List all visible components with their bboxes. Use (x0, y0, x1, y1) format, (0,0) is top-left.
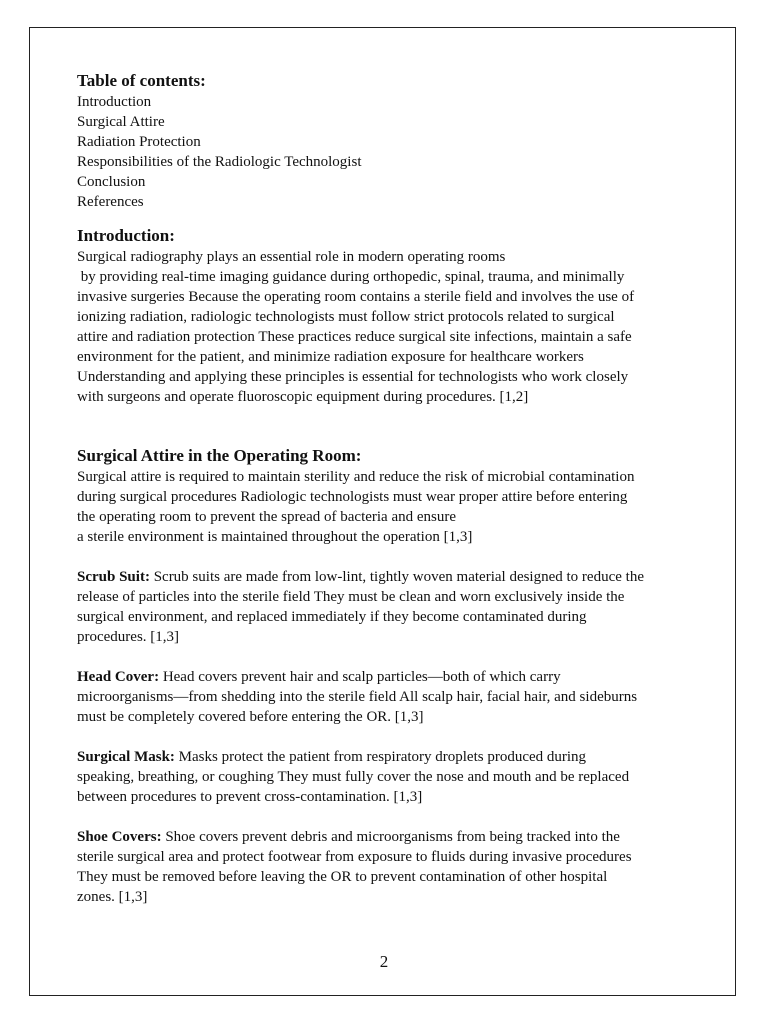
head-cover-text: Head covers prevent hair and scalp particles—both of which carry (159, 669, 561, 685)
head-cover-label: Head Cover: (77, 669, 160, 685)
paragraph-line: procedures. [1,3] (77, 629, 180, 645)
introduction-section (77, 225, 697, 407)
toc-item-responsibilities: Responsibilities of the Radiologic Technologist (77, 154, 362, 170)
paragraph-line: a sterile environment is maintained throughout the operation [1,3] (77, 529, 473, 545)
paragraph-line: sterile surgical area and protect footwear from exposure to fluids during invasive procedures (77, 849, 632, 865)
toc-item-introduction: Introduction (77, 94, 152, 110)
scrub-suit-paragraph (77, 567, 697, 647)
paragraph-line: microorganisms—from shedding into the sterile field All scalp hair, facial hair, and sideburns (77, 689, 638, 705)
introduction-heading: Introduction: (77, 226, 175, 245)
paragraph-line: with surgeons and operate fluoroscopic equipment during procedures. [1,2] (77, 389, 529, 405)
paragraph-line (77, 667, 697, 687)
toc-item-references: References (77, 194, 144, 210)
toc-item-radiation-protection: Radiation Protection (77, 134, 201, 150)
paragraph-line: must be completely covered before entering the OR. [1,3] (77, 709, 424, 725)
table-of-contents (77, 70, 697, 212)
paragraph-line: Surgical attire is required to maintain sterility and reduce the risk of microbial contamination (77, 469, 635, 485)
paragraph-line: release of particles into the sterile field They must be clean and worn exclusively inside the (77, 589, 625, 605)
toc-list (77, 92, 697, 212)
paragraph-line: speaking, breathing, or coughing They must fully cover the nose and mouth and be replaced (77, 769, 630, 785)
surgical-attire-section (77, 445, 697, 907)
surgical-attire-paragraph (77, 467, 697, 547)
paragraph-line: between procedures to prevent cross-contamination. [1,3] (77, 789, 423, 805)
scrub-suit-label: Scrub Suit: (77, 569, 150, 585)
paragraph-line: environment for the patient, and minimize radiation exposure for healthcare workers (77, 349, 584, 365)
toc-heading: Table of contents: (77, 71, 206, 90)
toc-item-conclusion: Conclusion (77, 174, 146, 190)
surgical-mask-label: Surgical Mask: (77, 749, 175, 765)
head-cover-paragraph (77, 667, 697, 727)
toc-item-surgical-attire: Surgical Attire (77, 114, 165, 130)
surgical-mask-text: Masks protect the patient from respiratory droplets produced during (174, 749, 587, 765)
shoe-covers-label: Shoe Covers: (77, 829, 162, 845)
surgical-attire-heading: Surgical Attire in the Operating Room: (77, 446, 362, 465)
paragraph-line: by providing real-time imaging guidance during orthopedic, spinal, trauma, and minimally (77, 269, 625, 285)
paragraph-line (77, 827, 697, 847)
paragraph-line: the operating room to prevent the spread of bacteria and ensure (77, 509, 457, 525)
paragraph-line: attire and radiation protection These practices reduce surgical site infections, maintain a safe (77, 329, 632, 345)
paragraph-line (77, 567, 697, 587)
shoe-covers-paragraph (77, 827, 697, 907)
paragraph-line: zones. [1,3] (77, 889, 148, 905)
paragraph-line: Understanding and applying these principles is essential for technologists who work closely (77, 369, 629, 385)
paragraph-line: surgical environment, and replaced immediately if they become contaminated during (77, 609, 587, 625)
paragraph-line: They must be removed before leaving the OR to prevent contamination of other hospital (77, 869, 608, 885)
scrub-suit-text: Scrub suits are made from low-lint, tightly woven material designed to reduce the (149, 569, 644, 585)
paragraph-line: during surgical procedures Radiologic technologists must wear proper attire before entering (77, 489, 628, 505)
shoe-covers-text: Shoe covers prevent debris and microorganisms from being tracked into the (161, 829, 620, 845)
paragraph-line (77, 747, 697, 767)
document-body (77, 68, 697, 907)
paragraph-line: ionizing radiation, radiologic technologists must follow strict protocols related to surgical (77, 309, 615, 325)
surgical-mask-paragraph (77, 747, 697, 807)
page-number: 2 (379, 952, 389, 971)
paragraph-line: invasive surgeries Because the operating room contains a sterile field and involves the use of (77, 289, 635, 305)
paragraph-line: Surgical radiography plays an essential role in modern operating rooms (77, 249, 506, 265)
introduction-paragraph (77, 247, 697, 407)
